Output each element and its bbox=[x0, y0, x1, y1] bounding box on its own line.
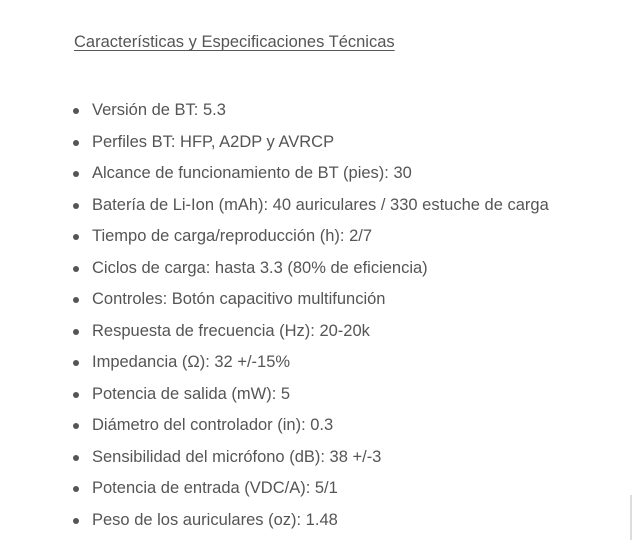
spec-text: Ciclos de carga: hasta 3.3 (80% de eficiencia) bbox=[92, 258, 428, 277]
spec-text: Tiempo de carga/reproducción (h): 2/7 bbox=[92, 227, 373, 245]
spec-item-bt-version bbox=[0, 95, 549, 127]
spec-item-frequency bbox=[0, 316, 549, 348]
bullet-icon bbox=[73, 455, 79, 461]
spec-text: Peso de los auriculares (oz): 1.48 bbox=[92, 510, 338, 529]
spec-item-input-power bbox=[0, 473, 549, 505]
bullet-icon bbox=[73, 329, 79, 335]
spec-list bbox=[0, 95, 549, 536]
spec-text: Controles: Botón capacitivo multifunción bbox=[92, 290, 386, 308]
bullet-icon bbox=[73, 297, 79, 303]
spec-item-controls bbox=[0, 284, 549, 316]
spec-text: Versión de BT: 5.3 bbox=[92, 101, 226, 119]
spec-item-weight bbox=[0, 505, 549, 537]
spec-item-bt-profiles bbox=[0, 127, 549, 159]
bullet-icon bbox=[73, 108, 79, 114]
spec-item-bt-range bbox=[0, 158, 549, 190]
spec-text: Alcance de funcionamiento de BT (pies): 30 bbox=[92, 164, 412, 182]
spec-item-impedance bbox=[0, 347, 549, 379]
spec-text: Sensibilidad del micrófono (dB): 38 +/-3 bbox=[92, 447, 382, 466]
bullet-icon bbox=[73, 171, 79, 177]
bullet-icon bbox=[73, 140, 79, 146]
bullet-icon bbox=[73, 266, 79, 272]
spec-text: Diámetro del controlador (in): 0.3 bbox=[92, 416, 334, 434]
spec-item-output-power bbox=[0, 379, 549, 411]
bullet-icon bbox=[73, 392, 79, 398]
bullet-icon bbox=[73, 518, 79, 524]
spec-text: Perfiles BT: HFP, A2DP y AVRCP bbox=[92, 132, 335, 151]
spec-text: Potencia de entrada (VDC/A): 5/1 bbox=[92, 479, 338, 497]
spec-text: Batería de Li-Ion (mAh): 40 auriculares / 330 estuche de carga bbox=[92, 195, 549, 214]
bullet-icon bbox=[73, 360, 79, 366]
spec-item-charge-cycles bbox=[0, 253, 549, 285]
spec-item-driver-diameter bbox=[0, 410, 549, 442]
spec-item-charge-time bbox=[0, 221, 549, 253]
spec-text: Respuesta de frecuencia (Hz): 20-20k bbox=[92, 321, 370, 340]
spec-item-mic-sensitivity bbox=[0, 442, 549, 474]
spec-text: Impedancia (Ω): 32 +/-15% bbox=[92, 353, 291, 371]
spec-text: Potencia de salida (mW): 5 bbox=[92, 384, 291, 403]
bullet-icon bbox=[73, 486, 79, 492]
bullet-icon bbox=[73, 423, 79, 429]
section-title[interactable]: Características y Especificaciones Técnicas bbox=[74, 33, 395, 51]
bullet-icon bbox=[73, 234, 79, 240]
bullet-icon bbox=[73, 203, 79, 209]
spec-item-battery bbox=[0, 190, 549, 222]
